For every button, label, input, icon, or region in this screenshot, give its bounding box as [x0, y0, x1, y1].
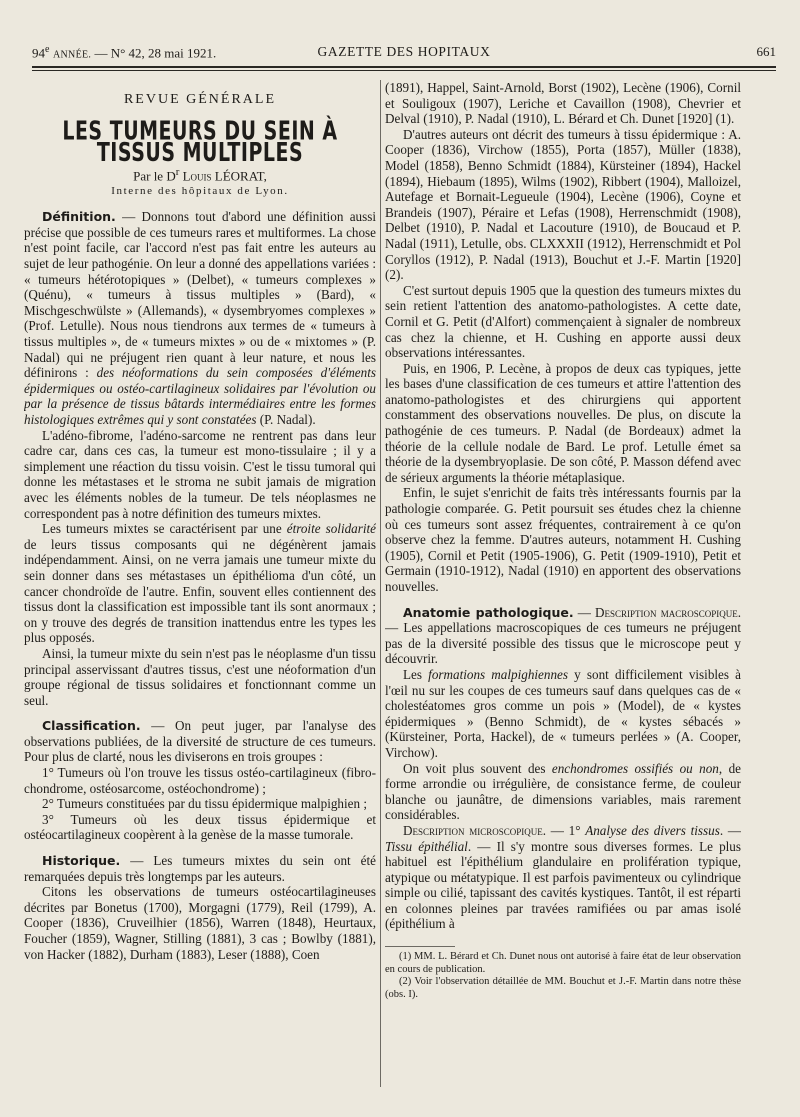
author-line: Par le $D^r$ Louis LÉORAT,	[133, 165, 267, 184]
section-heading: REVUE GÉNÉRALE	[123, 92, 277, 107]
article-title: LES TUMEURS DU SEIN À TISSUS MULTIPLES	[62, 116, 338, 167]
paragraph-classification: Classification. — On peut juger, par l'analyse des observations publiées, de la diversité de structure de ces tumeurs. Pour plus de clarté, nous les diviserons en trois groupes :	[24, 718, 376, 765]
subhead-definition: Définition.	[42, 209, 116, 225]
list-item: 1° Tumeurs où l'on trouve les tissus ostéo-cartilagineux (fibro-chondrome, ostéosarcome, ostéochondrome) ;	[24, 765, 376, 796]
page-number: 661	[756, 44, 776, 59]
paragraph: (1891), Happel, Saint-Arnold, Borst (1902), Lecène (1906), Cornil et Souligoux (1907), Leriche et Cavaillon (1908), Chevrier et Delval (1910), P. Nadal (1910), L. Bérard et Ch. Dunet [1920] (1).	[385, 80, 741, 127]
list-item: 2° Tumeurs constituées par du tissu épidermique malpighien ;	[42, 796, 367, 812]
header-rule-thin	[32, 70, 776, 71]
footnote: (2) Voir l'observation détaillée de MM. Bouchut et J.-F. Martin dans notre thèse (obs. I).	[385, 976, 741, 1000]
right-column	[385, 80, 741, 1087]
journal-name: GAZETTE DES HOPITAUX	[317, 44, 491, 59]
paragraph: Les formations malpighiennes y sont difficilement visibles à l'œil nu sur les coupes de ces tumeurs sauf dans quelques cas de « cholestéatomes gros comme un pois » (Model), de « kystes épidermiques » (Benno Schmidt), de « kystes sébacés » (Kürsteiner, Porta, Hackel), de « tumeurs perlées » (A. Cooper, Virchow).	[385, 666, 741, 760]
paragraph: C'est surtout depuis 1905 que la question des tumeurs mixtes du sein retient l'attention des anatomo-pathologistes. A cette date, Cornil et G. Petit (d'Alfort) commençaient à signaler de nombreux cas chez la chienne, et H. Cushing en apporte aussi deux observations intéressantes.	[385, 282, 741, 361]
header-rule-thick	[32, 66, 776, 68]
footnote: (1) MM. L. Bérard et Ch. Dunet nous ont autorisé à faire état de leur observation en cours de publication.	[385, 951, 741, 975]
paragraph: On voit plus souvent des enchondromes ossifiés ou non, de forme arrondie ou irrégulière, de consistance ferme, de couleur blanche ou jaunâtre, de dimensions variables, mais rarement considérables.	[385, 760, 741, 823]
paragraph: Les tumeurs mixtes se caractérisent par une étroite solidarité de leurs tissus composants qui ne dégénèrent jamais indépendamment. Ainsi, on ne verra jamais une tumeur mixte du sein donner dans ses métastases un épithélioma d'un côté, un cancer chondroïde de l'autre. Enfin, souvent elles contiennent des tissus dont la classification est impossible tant ils sont anormaux ; on y trouve des degrés de transition inattendus entre les types les plus opposés.	[24, 521, 376, 646]
paragraph-anatomie: Anatomie pathologique. — Description macroscopique. — Les appellations macroscopiques de ces tumeurs ne préjugent pas de la diversité possible des tissus que le microscope peut y découvrir.	[385, 604, 741, 667]
paragraph-historique: Historique. — Les tumeurs mixtes du sein ont été remarquées depuis très longtemps par les auteurs.	[24, 853, 376, 884]
paragraph: Puis, en 1906, P. Lecène, à propos de deux cas typiques, jette les bases d'une classification de ces tumeurs et attire l'attention des anatomo-pathologistes et des chirurgiens qui apportent constamment des observations nouvelles. De plus, on discute la pathogénie de ces tumeurs. P. Nadal (de Bordeaux) admet la théorie de la cellule nodale de Bard. Le prof. Letulle émet sa théorie de la dysembryoplasie. De son côté, P. Masson défend avec de sérieux arguments la théorie métaplasique.	[385, 360, 741, 485]
subhead-anatomie: Anatomie pathologique.	[403, 604, 574, 620]
issue-info: 94e ANNÉE. — N° 42, 28 mai 1921.	[32, 44, 217, 61]
paragraph: Enfin, le sujet s'enrichit de faits très intéressants fournis par la pathologie comparée. G. Petit poursuit ses études chez la chienne où ces tumeurs sont assez fréquentes, contrairement à ce qu'on observe chez la femme. D'autres auteurs, notamment H. Cushing (1905), Cornil et Petit (1905-1906), G. Petit (1909-1910), Petit et Germain (1910-1912), Nadal (1910) en apportent des observations nouvelles.	[385, 485, 741, 594]
paragraph-definition: Définition. — Donnons tout d'abord une définition aussi précise que possible de ces tumeurs rares et multiformes. La chose n'est point facile, car l'accord n'est pas fait entre les auteurs au sujet de leur pathogénie. On leur a donné des appellations variées : « tumeurs hétérotopiques » (Delbet), « tumeurs complexes » (Quénu), « tumeurs à tissus multiples » (Bard), « Mischgeschwülste » (Allemands), « dysembryomes complexes » (Prof. Letulle). Nous nous tiendrons aux termes de « tumeurs à tissus multiples », de « tumeurs mixtes » ou de « mixtomes » (P. Nadal) qui ne préjugent rien quant à leur nature, et nous les définirons : des néoformations du sein composées d'éléments épidermiques ou ostéo-cartilagineux solidaires par l'évolution ou par la présence de tissus bâtards intermédiaires entre les formes histologiques extrêmes qui y sont constatées (P. Nadal).	[24, 209, 376, 428]
paragraph: Description microscopique. — 1° Analyse des divers tissus. — Tissu épithélial. — Il s'y montre sous diverses formes. Le plus habituel est l'épithélium glandulaire en prolifération typique, atypique ou métatypique. Il est parfois pavimenteux ou cylindrique simple ou cilié, tapissant des cavités kystiques. Tantôt, il est réparti en colonnes pleines par travées ramifiées ou par amas isolé (épithélium à	[385, 822, 741, 932]
subhead-historique: Historique.	[42, 853, 121, 869]
paragraph: Ainsi, la tumeur mixte du sein n'est pas le néoplasme d'un tissu principal asservissant d'autres tissus, c'est une néoformation d'un groupe régional de tissus solidaires et fonctionnant comme un seul.	[24, 645, 376, 708]
column-divider	[380, 80, 381, 1087]
paragraph: D'autres auteurs ont décrit des tumeurs à tissu épidermique : A. Cooper (1836), Virchow (1855), Porta (1857), Müller (1838), Model (1858), Benno Schmidt (1884), Kürsteiner (1894), Hackel (1894), Hiebaum (1895), Wilms (1902), Ribbert (1904), Malloizel, Autefage et Bornait-Legueule (1904), Lecène (1906), Coyne et Brandeis (1907), Péraire et Lefas (1908), Herrenschmidt (1908), Delbet (1910), P. Nadal et Lacouture (1910), de Boucaud et P. Nadal (1911), Letulle, obs. CLXXXII (1912), Herrenschmidt et Pol Coryllos (1912), P. Nadal (1913), Bouchut et J.-F. Martin [1920] (2).	[385, 126, 741, 283]
author-affiliation: Interne des hôpitaux de Lyon.	[111, 184, 289, 197]
running-header	[32, 44, 776, 64]
paragraph: L'adéno-fibrome, l'adéno-sarcome ne rentrent pas dans leur cadre car, dans ces cas, la tumeur est mono-tissulaire ; il y a simplement une réaction du tissu voisin. C'est le tissu tumoral qui donne les métastases et le stroma ne subit jamais de migration avec les éléments nobles de la tumeur. De tels néoplasmes ne correspondent pas à notre définition des tumeurs mixtes.	[24, 427, 376, 521]
paragraph: Citons les observations de tumeurs ostéocartilagineuses décrites par Bonetus (1700), Morgagni (1779), Reil (1799), A. Cooper (1836), Cruveilhier (1856), Warren (1848), Heurtaux, Foucher (1859), Wagner, Stilling (1881), 3 cas ; Bowlby (1881), von Hacker (1882), Durham (1883), Leser (1888), Coen	[24, 884, 376, 962]
subhead-classification: Classification.	[42, 718, 141, 734]
left-column	[24, 80, 376, 1087]
footnote-rule	[385, 946, 455, 947]
list-item: 3° Tumeurs où les deux tissus épidermique et ostéocartilagineux coopèrent à la genèse de la masse tumorale.	[24, 811, 376, 843]
